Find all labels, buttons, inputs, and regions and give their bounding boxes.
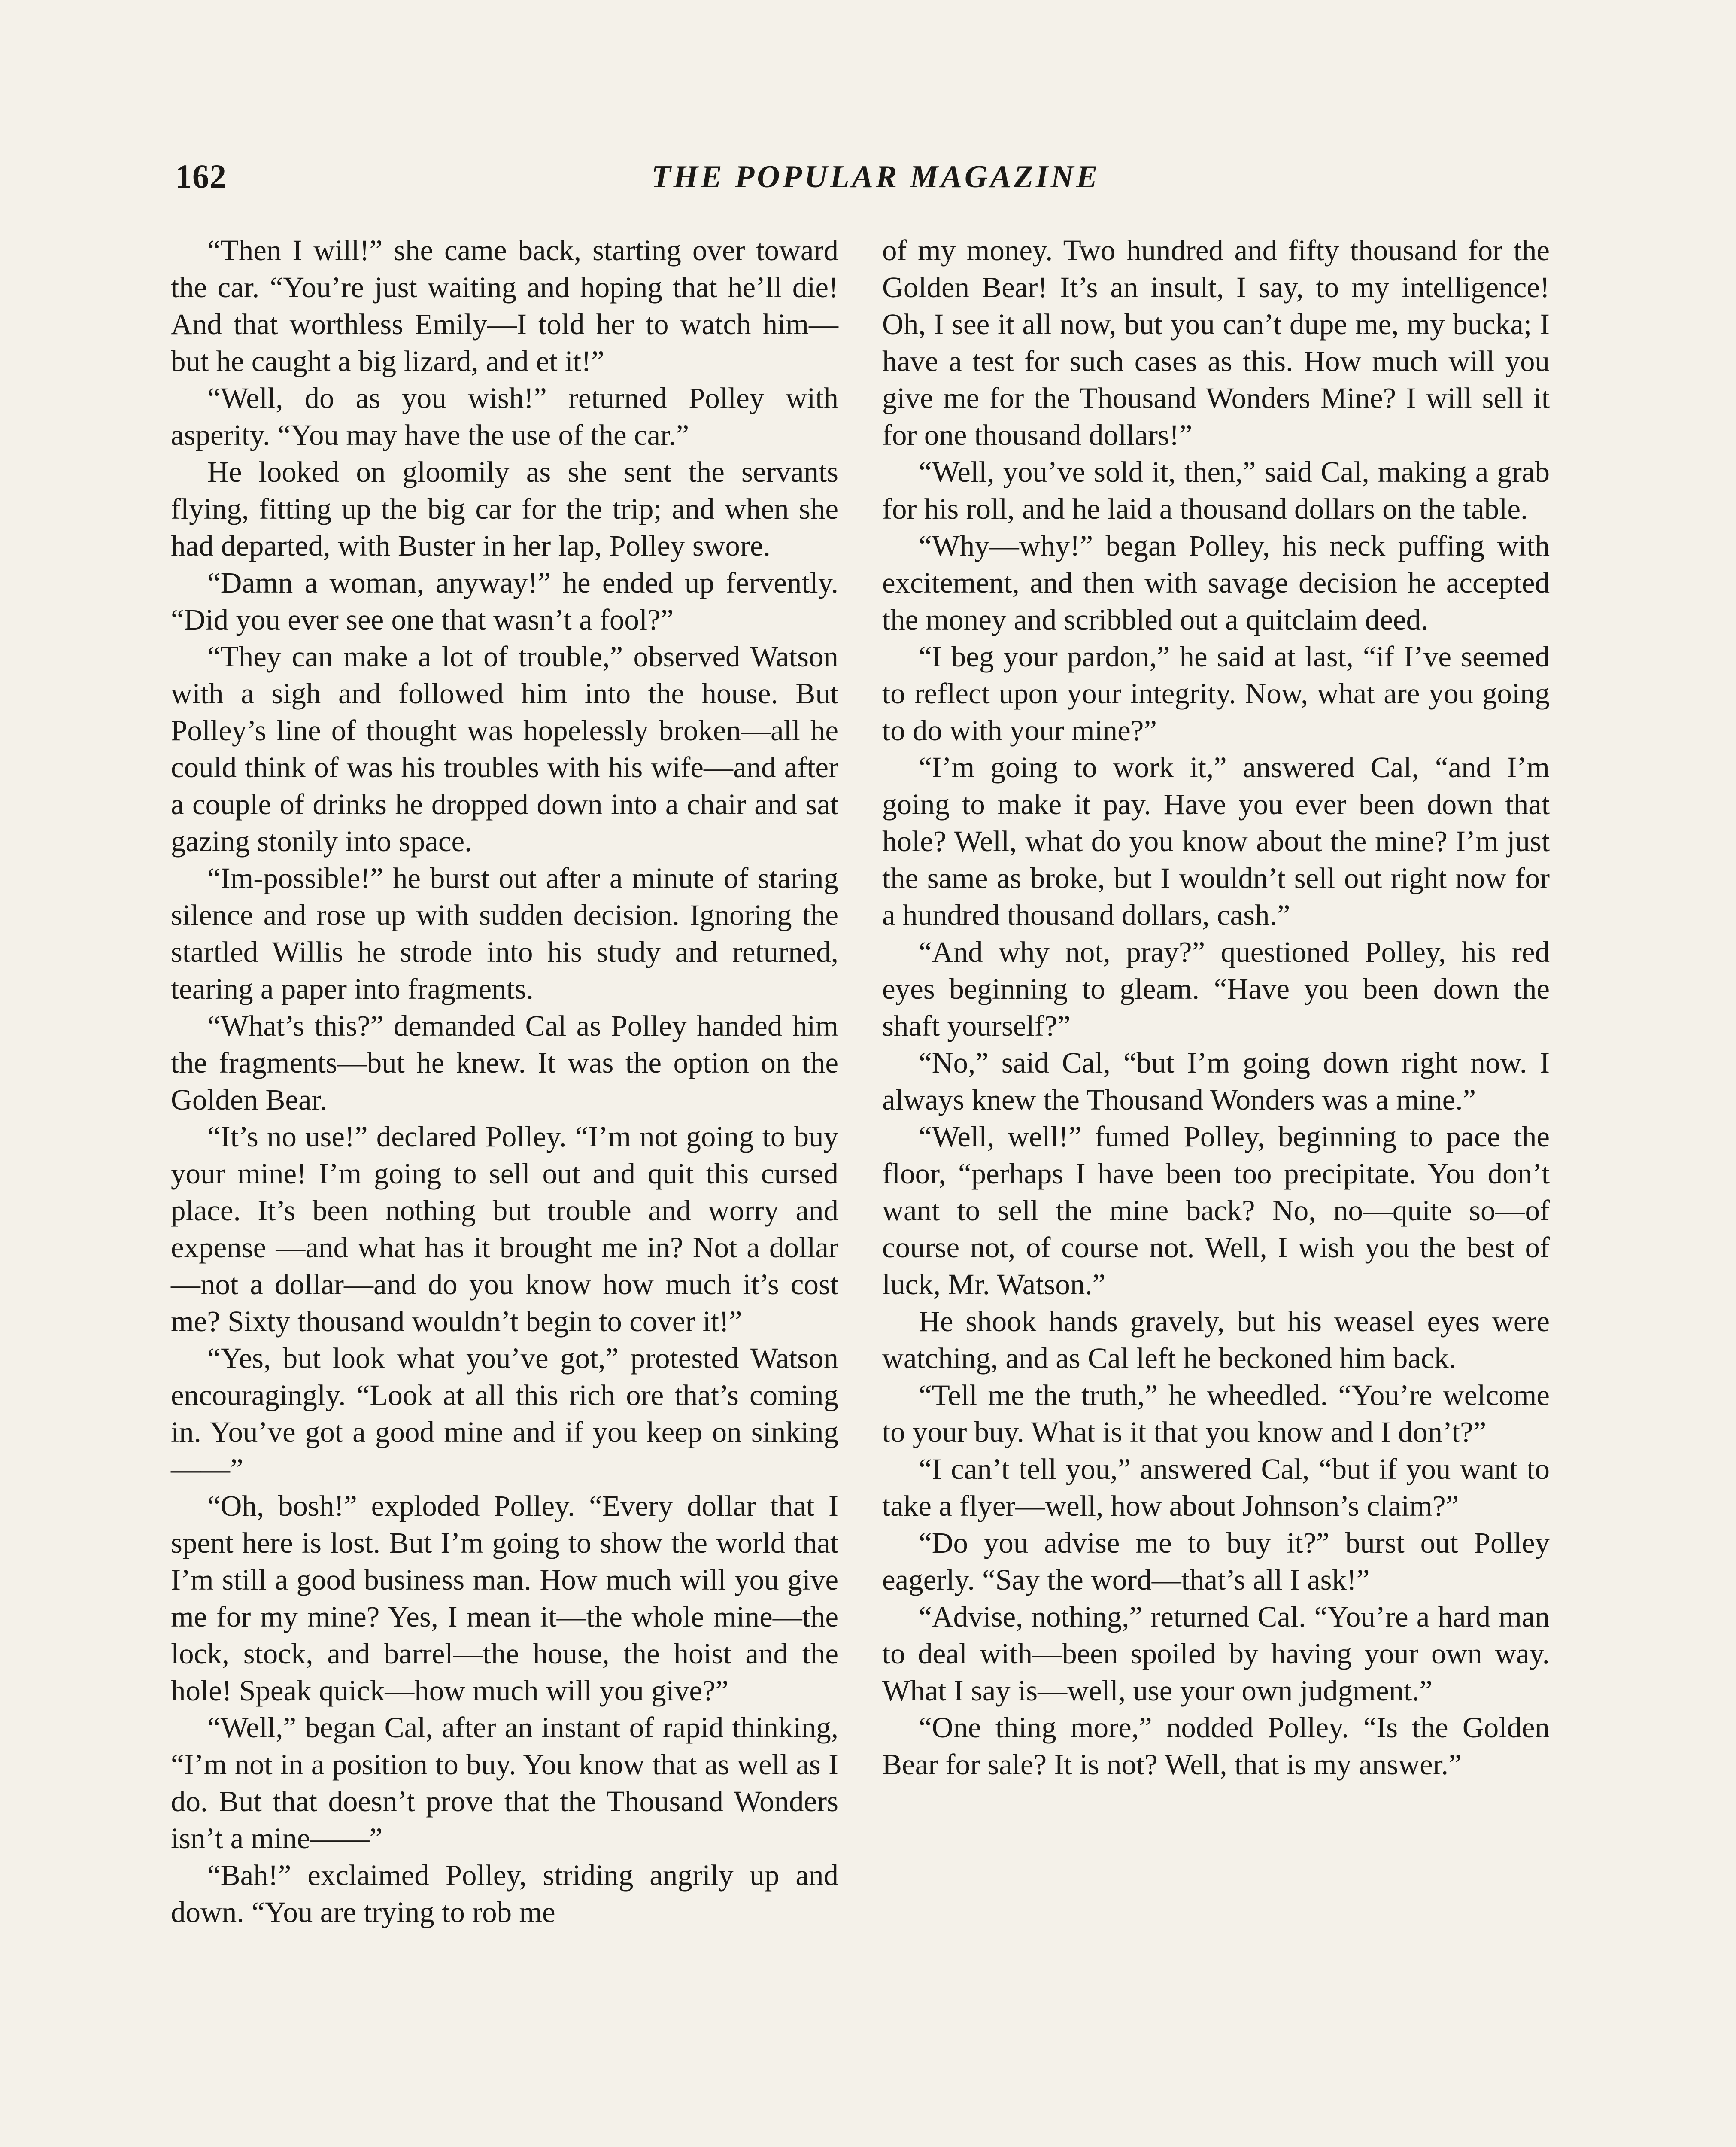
- paragraph: “Advise, nothing,” returned Cal. “You’re a hard man to deal with—been spoiled by having your own way. What I say is—well, use your own judgment.”: [882, 1600, 1550, 1707]
- page-number: 162: [175, 158, 227, 195]
- paragraph: “Bah!” exclaimed Polley, striding angrily up and down. “You are trying to rob me: [171, 1859, 838, 1928]
- paragraph: “Oh, bosh!” exploded Polley. “Every dollar that I spent here is lost. But I’m going to show the world that I’m still a good business man. How much will you give me for my mine? Yes, I mean it—the whole mine—the lock, stock, and barrel—the house, the hoist and the hole! Speak quick—how much will you give?”: [171, 1490, 838, 1707]
- paragraph: “I beg your pardon,” he said at last, “if I’ve seemed to reflect upon your integrity. Now, what are you going to do with your mine?”: [882, 640, 1550, 747]
- paragraph: “It’s no use!” declared Polley. “I’m not going to buy your mine! I’m going to sell out and quit this cursed place. It’s been nothing but trouble and worry and expense —and what has it brought me in? Not a dollar—not a dollar—and do you know how much it’s cost me? Sixty thousand wouldn’t begin to cover it!”: [171, 1120, 838, 1338]
- paragraph: “One thing more,” nodded Polley. “Is the Golden Bear for sale? It is not? Well, that is my answer.”: [882, 1711, 1550, 1781]
- paragraph: “Then I will!” she came back, starting over toward the car. “You’re just waiting and hoping that he’ll die! And that worthless Emily—I told her to watch him—but he caught a big lizard, and et it!”: [171, 234, 838, 377]
- paragraph: “Yes, but look what you’ve got,” protested Watson encouragingly. “Look at all this rich ore that’s coming in. You’ve got a good mine and if you keep on sinking——”: [171, 1342, 838, 1485]
- running-head: THE POPULAR MAGAZINE: [651, 159, 1100, 195]
- paragraph-continued: of my money. Two hundred and fifty thousand for the Golden Bear! It’s an insult, I say, to my intelligence! Oh, I see it all now, but you can’t dupe me, my bucka; I have a test for such cases as this. How much will you give me for the Thousand Wonders Mine? I will sell it for one thousand dollars!”: [882, 234, 1550, 451]
- paragraph: “Why—why!” began Polley, his neck puffing with excitement, and then with savage decision he accepted the money and scribbled out a quitclaim deed.: [882, 529, 1550, 636]
- paragraph: “Do you advise me to buy it?” burst out Polley eagerly. “Say the word—that’s all I ask!”: [882, 1527, 1550, 1596]
- paragraph: He shook hands gravely, but his weasel eyes were watching, and as Cal left he beckoned him back.: [882, 1305, 1550, 1375]
- paragraph: “Well, well!” fumed Polley, beginning to pace the floor, “perhaps I have been too precipitate. You don’t want to sell the mine back? No, no—quite so—of course not, of course not. Well, I wish you the best of luck, Mr. Watson.”: [882, 1120, 1550, 1301]
- paragraph: He looked on gloomily as she sent the servants flying, fitting up the big car for the trip; and when she had departed, with Buster in her lap, Polley swore.: [171, 456, 838, 562]
- paragraph: “Damn a woman, anyway!” he ended up fervently. “Did you ever see one that wasn’t a fool?”: [171, 566, 838, 636]
- left-column: [171, 232, 838, 1931]
- paragraph: “What’s this?” demanded Cal as Polley handed him the fragments—but he knew. It was the option on the Golden Bear.: [171, 1010, 838, 1116]
- paragraph: “Well,” began Cal, after an instant of rapid thinking, “I’m not in a position to buy. You know that as well as I do. But that doesn’t prove that the Thousand Wonders isn’t a mine——”: [171, 1711, 838, 1855]
- paragraph: “Well, do as you wish!” returned Polley with asperity. “You may have the use of the car.”: [171, 382, 838, 451]
- paragraph: “I’m going to work it,” answered Cal, “and I’m going to make it pay. Have you ever been down that hole? Well, what do you know about the mine? I’m just the same as broke, but I wouldn’t sell out right now for a hundred thousand dollars, cash.”: [882, 751, 1550, 931]
- paragraph: “I can’t tell you,” answered Cal, “but if you want to take a flyer—well, how about Johnson’s claim?”: [882, 1453, 1550, 1522]
- paragraph: “Im-possible!” he burst out after a minute of staring silence and rose up with sudden decision. Ignoring the startled Willis he strode into his study and returned, tearing a paper into fragments.: [171, 862, 838, 1005]
- paragraph: “And why not, pray?” questioned Polley, his red eyes beginning to gleam. “Have you been down the shaft yourself?”: [882, 936, 1550, 1042]
- paragraph: “Tell me the truth,” he wheedled. “You’re welcome to your buy. What is it that you know and I don’t?”: [882, 1379, 1550, 1448]
- paragraph: “No,” said Cal, “but I’m going down right now. I always knew the Thousand Wonders was a mine.”: [882, 1046, 1550, 1116]
- paragraph: “Well, you’ve sold it, then,” said Cal, making a grab for his roll, and he laid a thousand dollars on the table.: [882, 456, 1550, 525]
- right-column: [882, 232, 1550, 1783]
- paragraph: “They can make a lot of trouble,” observed Watson with a sigh and followed him into the house. But Polley’s line of thought was hopelessly broken—all he could think of was his troubles with his wife—and after a couple of drinks he dropped down into a chair and sat gazing stonily into space.: [171, 640, 838, 858]
